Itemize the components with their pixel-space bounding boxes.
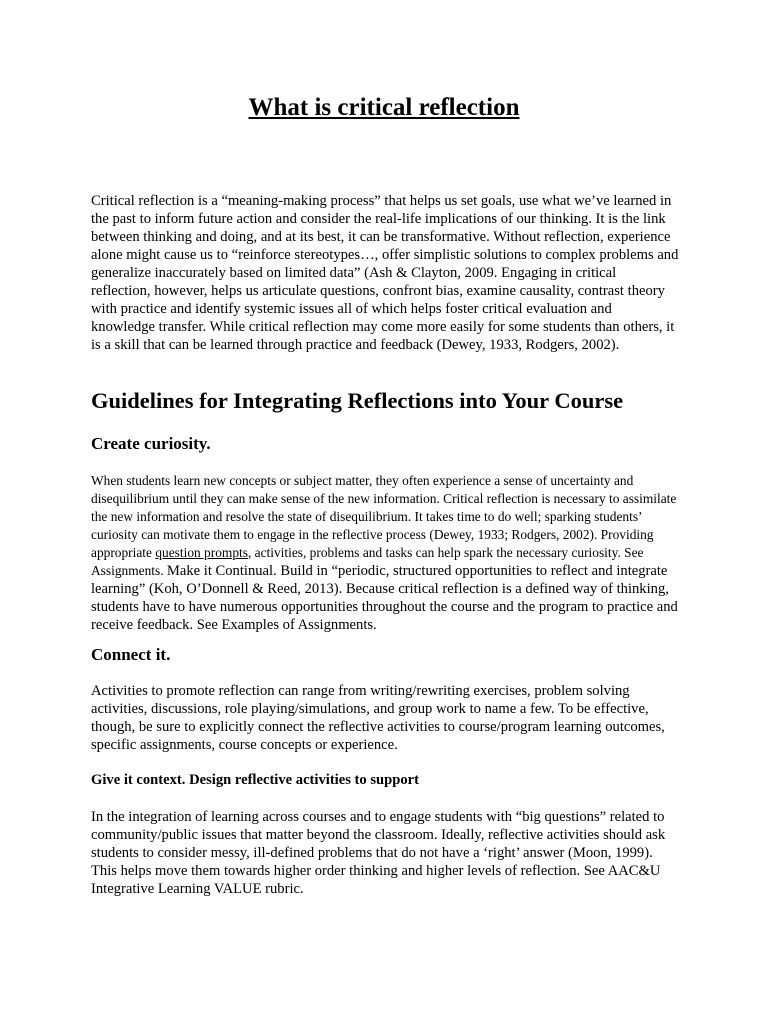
guidelines-heading: Guidelines for Integrating Reflections into Your Course [91, 388, 624, 413]
curiosity-text-c: Make it Continual. Build in “periodic, structured opportunities to reflect and integrate learning” (Koh, O’Donnell & Reed, 2013). Because critical reflection is a defined way of thinking, students have to have numerous opportunities throughout the course and the program to practice and receive feedback. See Examples of Assignments. [91, 563, 678, 633]
curiosity-text-b: , activities, problems and tasks can help spark the necessary curiosity. See Assignments. [91, 545, 644, 578]
page-title: What is critical reflection [248, 94, 520, 121]
connect-paragraph: Activities to promote reflection can range from writing/rewriting exercises, problem solving activities, discussions, role playing/simulations, and group work to name a few. To be effective, though, be sure to explicitly connect the reflective activities to course/program learning outcomes, specific assignments, course concepts or experience. [91, 683, 665, 753]
curiosity-text-a: When students learn new concepts or subject matter, they often experience a sense of uncertainty and disequilibrium until they can make sense of the new information. Critical reflection is necessary to assimilate the new information and resolve the state of disequilibrium. It takes time to do well; sparking students’ curiosity can motivate them to engage in the reflective process (Dewey, 1933; Rodgers, 2002). Providing appropriate [91, 473, 677, 560]
context-heading: Give it context. Design reflective activities to support [91, 772, 420, 788]
intro-paragraph: Critical reflection is a “meaning-making process” that helps us set goals, use what we’ve learned in the past to inform future action and consider the real-life implications of our thinking. It is the link between thinking and doing, and at its best, it can be transformative. Without reflection, experience alone might cause us to “reinforce stereotypes…, offer simplistic solutions to complex problems and generalize inaccurately based on limited data” (Ash & Clayton, 2009. Engaging in critical reflection, however, helps us articulate questions, confront bias, examine causality, contrast theory with practice and identify systemic issues all of which helps foster critical evaluation and knowledge transfer. While critical reflection may come more easily for some students than others, it is a skill that can be learned through practice and feedback (Dewey, 1933, Rodgers, 2002). [91, 193, 679, 353]
question-prompts-link[interactable]: question prompts [155, 545, 248, 560]
connect-heading: Connect it. [91, 645, 171, 664]
context-paragraph: In the integration of learning across courses and to engage students with “big questions” related to community/public issues that matter beyond the classroom. Ideally, reflective activities should ask students to consider messy, ill-defined problems that do not have a ‘right’ answer (Moon, 1999). This helps move them towards higher order thinking and higher levels of reflection. See AAC&U Integrative Learning VALUE rubric. [91, 809, 666, 897]
curiosity-heading: Create curiosity. [91, 434, 211, 453]
curiosity-paragraph [91, 472, 679, 634]
